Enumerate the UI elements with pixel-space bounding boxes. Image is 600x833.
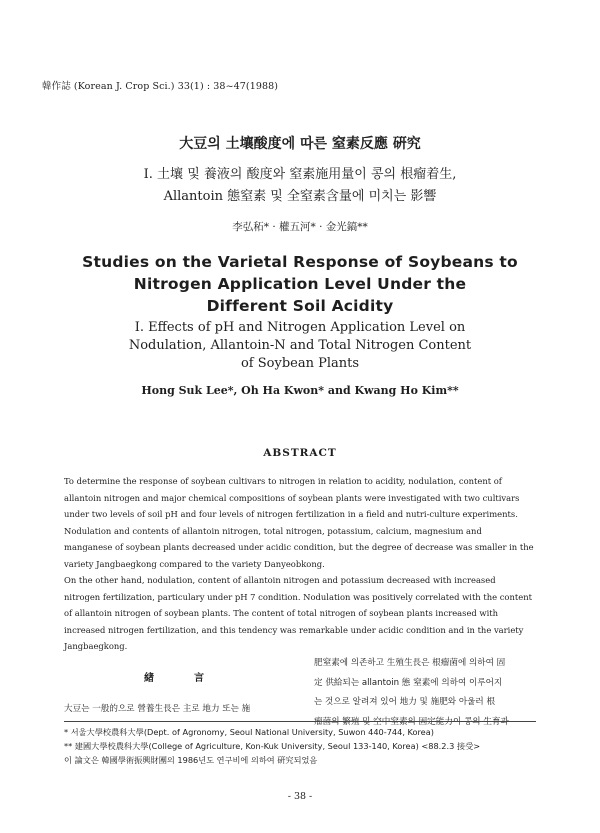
korean-title-line1: 大豆의 土壤酸度에 따른 窒素反應 硏究 [179,136,421,152]
abstract-line: manganese of soybean plants decreased under acidic condition, but the degree of decrease was smaller in the [64,542,534,552]
korean-authors: 李弘䄷* · 權五河* · 金光鎬** [232,221,368,233]
abstract-line: of allantoin nitrogen of soybean plants. The content of total nitrogen of soybean plants increased with [64,608,499,618]
english-subtitle-line1: I. Effects of pH and Nitrogen Application Level on [134,320,466,335]
english-title-line3: Different Soil Acidity [206,297,394,315]
english-subtitle-line2: Nodulation, Allantoin-N and Total Nitrogen Content [128,338,472,353]
footnote-affiliation-2: ** 建國大學校農科大學(College of Agriculture, Kon-Kuk University, Seoul 133-140, Korea) <88.2.3 接受> [64,741,481,751]
abstract-line: under two levels of soil pH and four levels of nitrogen fertilization in a field and nutri-culture experiments. [64,509,518,519]
intro-line: 定 供給되는 allantoin 態 窒素에 의하여 이루어지 [314,677,503,688]
abstract-heading: ABSTRACT [263,447,337,459]
section-heading-introduction: 緖言 [144,673,244,684]
footnote-divider [64,721,536,722]
abstract-line: To determine the response of soybean cultivars to nitrogen in relation to acidity, nodulation, content of [64,476,502,486]
abstract-body [64,473,536,655]
abstract-paragraph-3 [64,572,536,655]
journal-citation: 韓作誌 (Korean J. Crop Sci.) 33(1) : 38~47(1988) [42,81,279,92]
english-authors: Hong Suk Lee*, Oh Ha Kwon* and Kwang Ho Kim** [141,384,459,397]
korean-title-line3: Allantoin 態窒素 및 全窒素含量에 미치는 影響 [163,189,437,204]
page-number: - 38 - [287,791,313,802]
english-subtitle-line3: of Soybean Plants [240,356,360,371]
intro-left-column-text: 大豆는 一般的으로 營養生長은 主로 地力 또는 施 [64,704,251,714]
footnote-funding: 이 論文은 韓國學術振興財團의 1986년도 연구비에 의하여 硏究되었음 [64,755,318,765]
abstract-paragraph-1 [64,473,536,523]
abstract-line: allantoin nitrogen and major chemical compositions of soybean plants were investigated with two cultivars [64,492,520,503]
abstract-line: increased nitrogen fertilization, and this tendency was remarkable under acidic condition and in the variety [64,624,524,635]
abstract-line: variety Jangbaegkong compared to the variety Danyeobkong. [64,558,325,569]
korean-title-line2: I. 土壤 및 養液의 酸度와 窒素施用量이 콩의 根瘤着生, [143,167,457,182]
abstract-paragraph-2 [64,523,536,573]
abstract-line: nitrogen fertilization, particulary under pH 7 condition. Nodulation was positively correlated with the content [64,591,532,602]
abstract-line: Jangbaegkong. [64,641,128,651]
abstract-line: Nodulation and contents of allantoin nitrogen, total nitrogen, potassium, calcium, magnesium and [64,525,482,536]
english-title-line2: Nitrogen Application Level Under the [133,275,467,293]
abstract-line: On the other hand, nodulation, content of allantoin nitrogen and potassium decreased with increased [64,575,496,585]
english-title-line1: Studies on the Varietal Response of Soybeans to [82,253,518,271]
intro-line: 瘤菌의 繁殖 및 空中窒素의 固定能力이 콩의 生育과 [314,716,509,727]
intro-line: 는 것으로 알려져 있어 地力 및 施肥와 아울러 根 [314,697,496,707]
footnote-affiliation-1: * 서울大學校農科大學(Dept. of Agronomy, Seoul National University, Suwon 440-744, Korea) [64,727,434,737]
intro-line: 肥窒素에 의존하고 生殖生長은 根瘤菌에 의하여 固 [314,658,506,668]
